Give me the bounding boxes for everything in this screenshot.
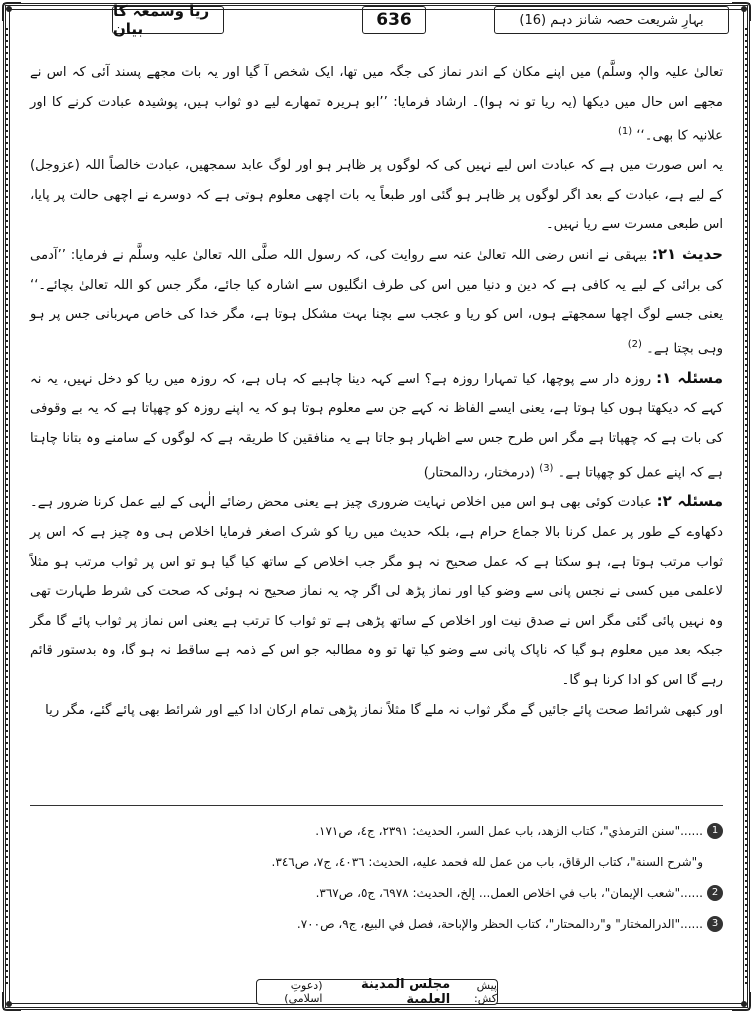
corner-ornament-icon [730,990,752,1012]
masala-paragraph [30,364,723,488]
footer-prefix: پیش کش: [474,979,497,1005]
footnote-number: 3 [707,916,723,932]
paragraph-text: عبادت کوئی بھی ہو اس میں اخلاص نہایت ضروری چیز ہے یعنی محض رضائے الٰہی کے لیے عمل کرنا ضرور ہے۔ دکھاوے کے طور پر عمل کرنا بالا جماع حرام ہے، بلکہ حدیث میں ریا کو شرک اصغر فرمایا اخلاص ہی وہ چیز ہے کہ اس پر ثواب مرتب ہوتا ہے، ہو سکتا ہے کہ عمل صحیح نہ ہو مگر جب اخلاص کے ساتھ کیا گیا ہو تو اس پر ثواب مرتب ہو مثلاً لاعلمی میں کسی نے نجس پانی سے وضو کیا اور نماز پڑھ لی اگر چہ یہ نماز صحیح نہ ہوئی کہ صحت کی شرط طہارت تھی وہ نہیں پائی گئی مگر اس نے صدق نیت اور اخلاص کے ساتھ پڑھی ہے تو ثواب کا ترتب ہے یعنی اس نماز پر ثواب پائے گا مگر جبکہ بعد میں معلوم ہو گیا کہ ناپاک پانی سے وضو کیا تھا تو وہ مطالبہ جو اس کے ذمہ ہے ساقط نہ ہو گا، وہ بدستور قائم رہے گا اس کو ادا کرنا ہو گا۔ [30,495,723,689]
page-number: 636 [362,6,426,34]
paragraph-text: بیہقی نے انس رضی اللہ تعالیٰ عنہ سے روایت کی، کہ رسول اللہ صلَّی اللہ تعالیٰ علیہ وسلَّم نے فرمایا: ’’آدمی کی برائی کے لیے یہ کافی ہے کہ دین و دنیا میں اس کی طرف انگلیوں سے اشارہ کیا جائے، مگر جس کو اللہ تعالیٰ بچائے۔‘‘ یعنی جسے لوگ اچھا سمجھتے ہوں، اس کو ریا و عجب سے بچنا بہت مشکل ہوتا ہے، مگر خدا کی خاص مہربانی جس پر ہو وہی بچتا ہے۔ [30,247,723,357]
paragraph [30,151,723,240]
footnote-ref[interactable]: (2) [627,338,642,350]
footnote-item [30,815,723,846]
corner-ornament-icon [1,990,23,1012]
footer-suffix: (دعوتِ اسلامی) [284,979,323,1005]
corner-ornament-icon [730,1,752,23]
footnote-text: ......"شعب الإيمان"، باب في اخلاص العمل... إلخ، الحديث: ٦٩٧٨، ج٥، ص٣٦٧. [315,885,703,900]
book-title: بہارِ شریعت حصہ شانز دہم (16) [494,6,729,34]
masala-paragraph [30,487,723,695]
hadith-heading: حدیث ۲۱: [651,244,723,263]
section-title: ریا وسمعہ کا بیان [112,6,224,34]
paragraph-text: تعالیٰ علیہ والہٖ وسلَّم) میں اپنے مکان کے اندر نماز کی جگہ میں تھا، ایک شخص آ گیا اور یہ بات مجھے پسند آئی کہ اس نے مجھے اس حال میں دیکھا (یہ ریا تو نہ ہوا)۔ ارشاد فرمایا: ’’ابو ہریرہ تمھارے لیے دو ثواب ہیں، پوشیدہ عبادت کرنے کا اور علانیہ کا بھی۔‘‘ [30,65,723,144]
source-citation: (درمختار، ردالمحتار) [423,464,536,480]
paragraph-text: اور کبھی شرائط صحت پائے جائیں گے مگر ثواب نہ ملے گا مثلاً نماز پڑھی تمام ارکان ادا کیے اور شرائط بھی پائے گئے، مگر ریا [45,702,723,718]
masala-heading: مسئلہ ۱: [656,368,723,387]
footnote-text: ......"الدرالمختار" و"ردالمحتار"، كتاب الحظر والإباحة، فصل في البيع، ج٩، ص٧٠٠. [296,916,703,931]
footnotes [30,815,723,939]
footnote-number: 2 [707,885,723,901]
masala-heading: مسئلہ ۲: [656,492,724,511]
border-ornament-right [745,28,747,984]
hadith-paragraph [30,240,723,364]
border-ornament-left [6,28,8,984]
corner-ornament-icon [1,1,23,23]
publisher-footer [256,979,498,1005]
footnote-text: ......"سنن الترمذي"، كتاب الزهد، باب عمل السر، الحديث: ٢٣٩١، ج٤، ص١٧١. [315,823,703,838]
footnote-ref[interactable]: (1) [617,126,633,138]
publisher-name: مجلس المدينة العلمية [360,977,451,1007]
footnote-number: 1 [707,823,723,839]
page-header [24,2,729,38]
footnote-ref[interactable]: (3) [539,462,554,474]
paragraph [30,696,723,726]
footnote-item [30,908,723,939]
footnote-divider [30,805,723,806]
paragraph-text: روزہ دار سے پوچھا، کیا تمہارا روزہ ہے؟ اسے کہہ دینا چاہیے کہ ہاں ہے، کہ روزہ میں ریا کو دخل نہیں، یہ نہ کہے کہ دیکھتا ہوں کیا ہوتا ہے، یعنی ایسے الفاظ نہ کہے جن سے معلوم ہوتا ہو کہ یہ اپنے روزہ کو چھپاتا ہے کہ یہ بے وقوفی کی بات ہے کہ چھپاتا ہے مگر اس طرح جس سے اظہار ہو جاتا ہے یہ منافقین کا طریقہ ہے کہ لوگوں کے سامنے وہ بتانا چاہتا ہے کہ اپنے عمل کو چھپاتا ہے۔ [30,371,723,480]
paragraph-text: یہ اس صورت میں ہے کہ عبادت اس لیے نہیں کی کہ لوگوں پر ظاہر ہو اور لوگ عابد سمجھیں، عبادت خالصاً اللہ (عزوجل) کے لیے ہے، عبادت کے بعد اگر لوگوں پر ظاہر ہو گئی اور طبعاً یہ بات اچھی معلوم ہوتی ہے کہ دوسرے نے اچھی حالت پر پایا، اس طبعی مسرت سے ریا نہیں۔ [30,158,723,233]
paragraph [30,58,723,151]
footnote-text: و"شرح السنة"، كتاب الرقاق، باب من عمل لله فحمد عليه، الحديث: ٤٠٣٦، ج٧، ص٣٤٦. [271,854,703,869]
footnote-item [30,877,723,908]
main-text [30,58,723,828]
footnote-item [30,846,723,877]
